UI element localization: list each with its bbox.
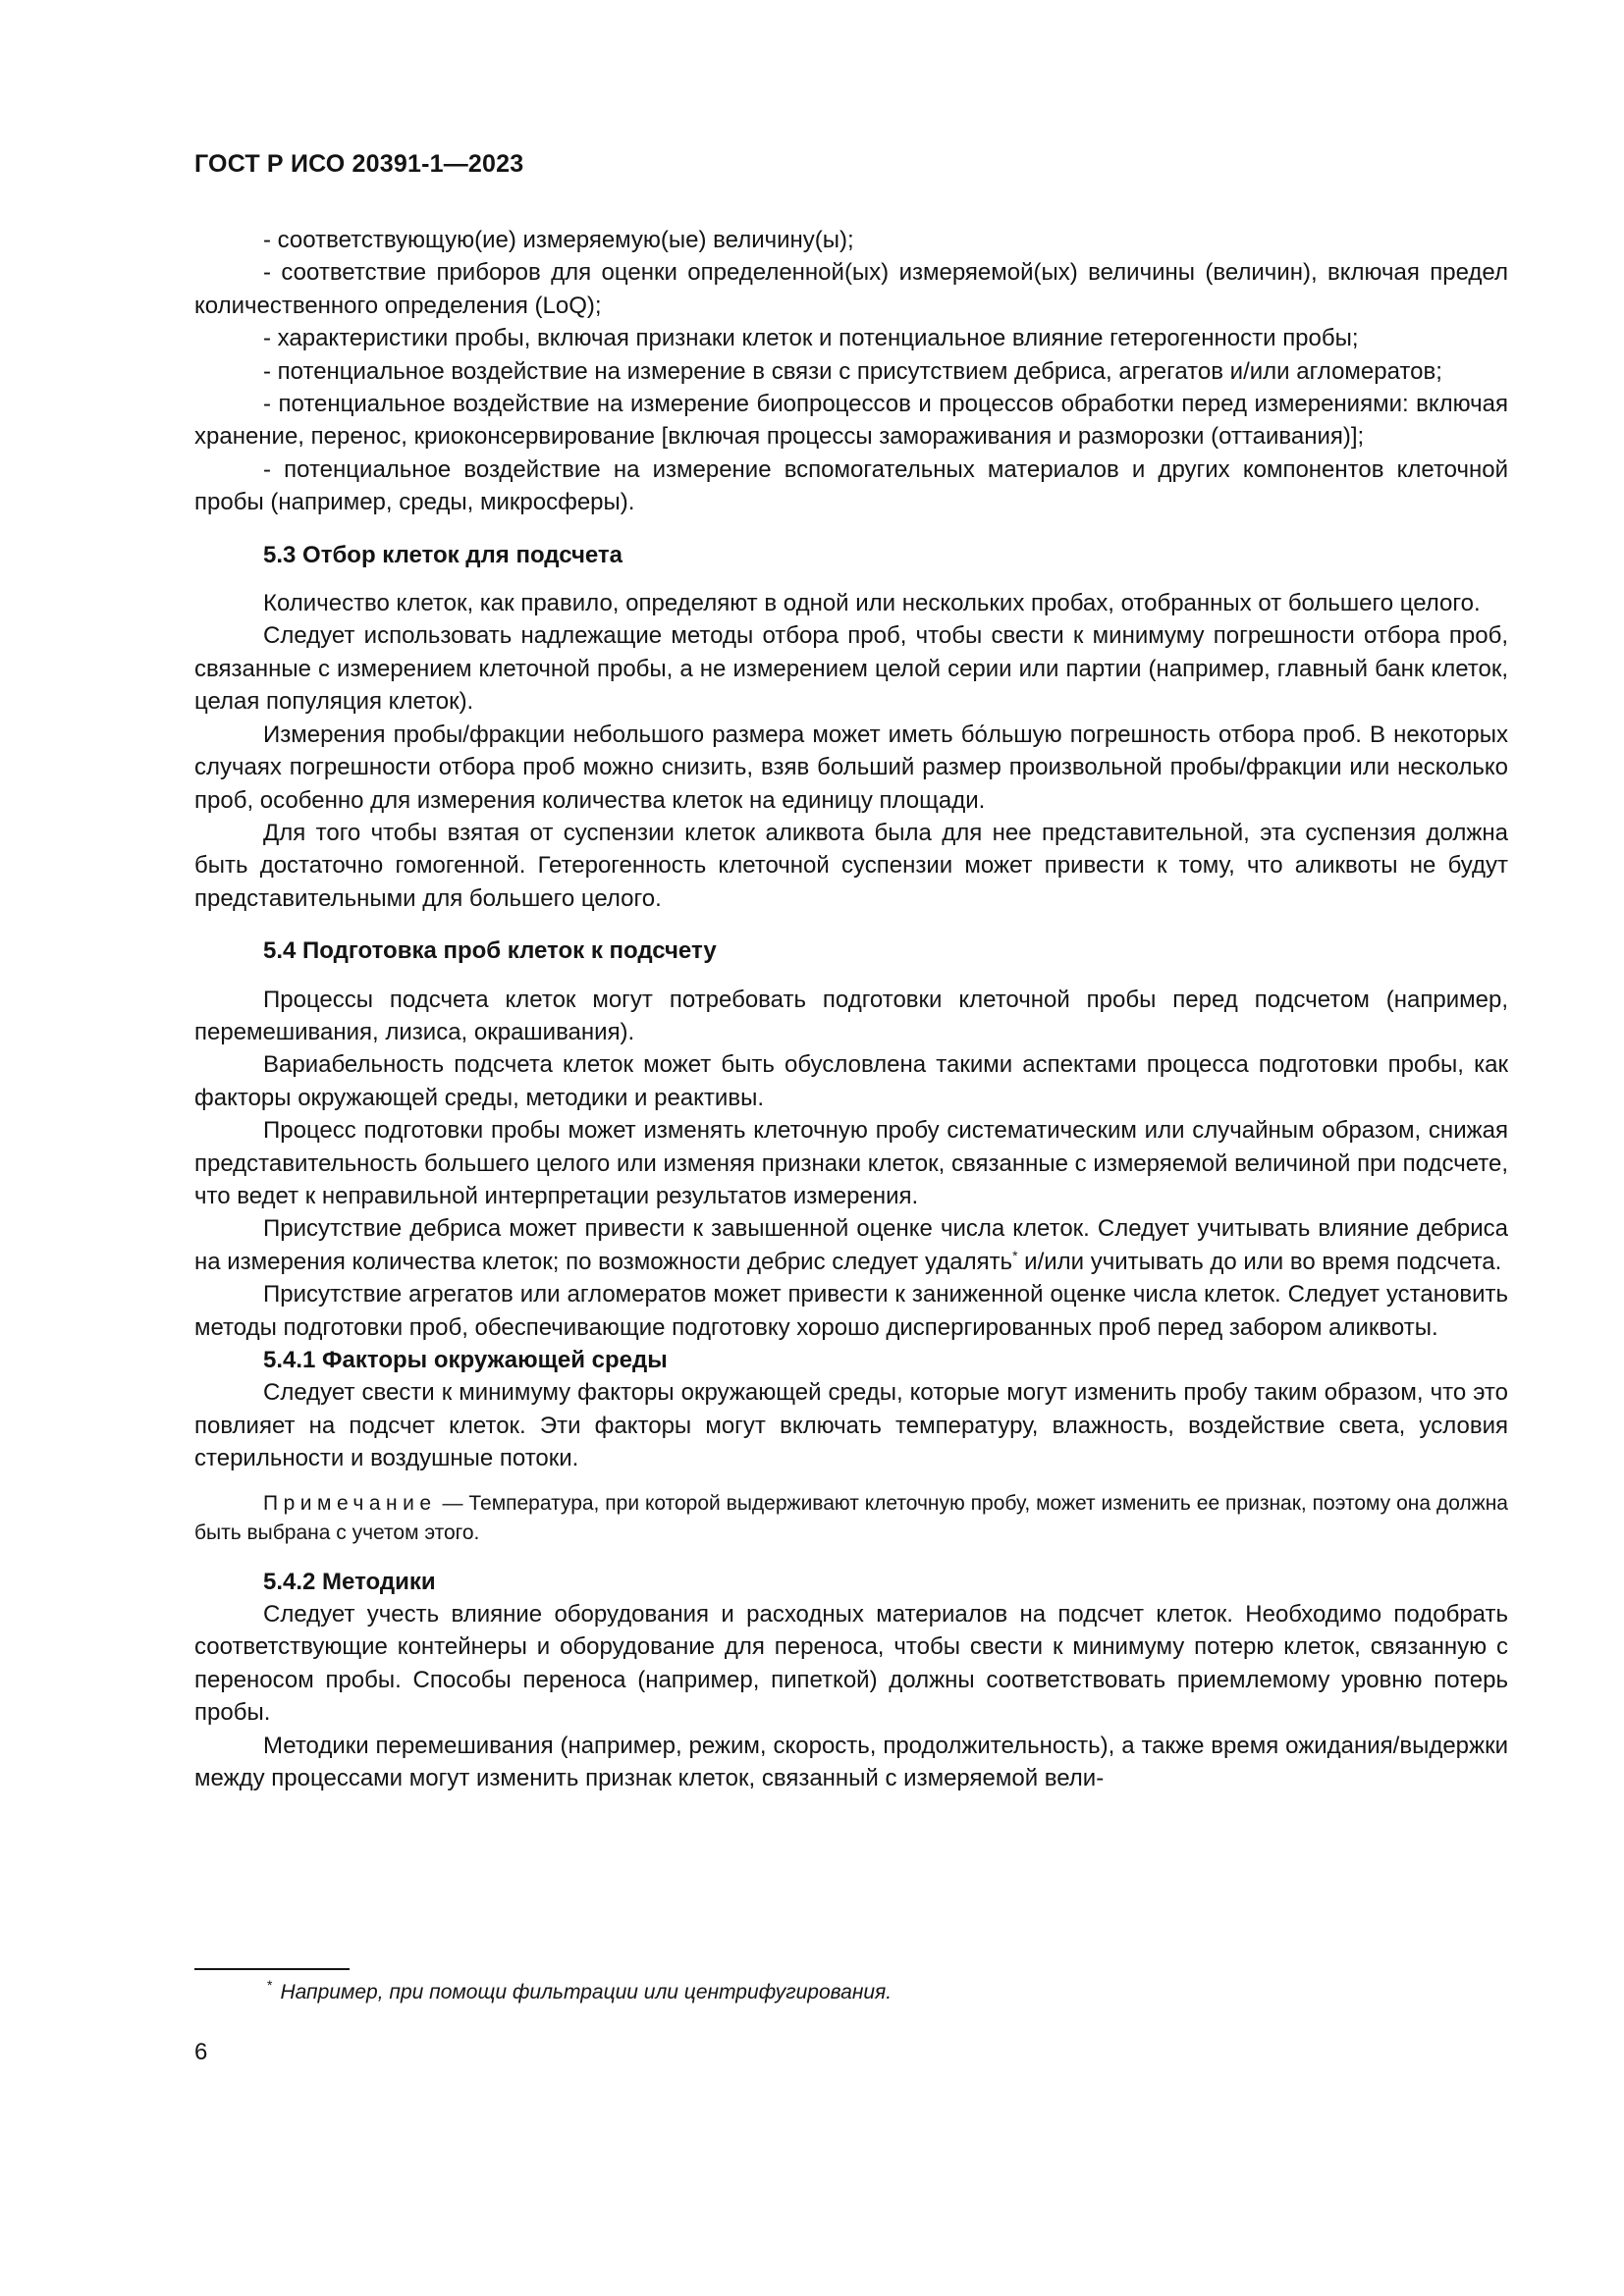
list-item: - соответствие приборов для оценки определенной(ых) измеряемой(ых) величины (величин), включая предел количественного определения (LoQ); <box>194 259 1508 319</box>
note-label: Примечание <box>263 1491 437 1515</box>
standard-code-header: ГОСТ Р ИСО 20391-1—2023 <box>194 150 524 178</box>
section-heading-5-3: 5.3 Отбор клеток для подсчета <box>263 541 623 568</box>
list-item: - потенциальное воздействие на измерение биопроцессов и процессов обработки перед измерениями: включая хранение, перенос, криоконсервирование [включая процессы замораживания и разморозки (оттаивания)]; <box>194 391 1508 451</box>
list-item: - соответствующую(ие) измеряемую(ые) величину(ы); <box>263 227 854 253</box>
paragraph: Методики перемешивания (например, режим, скорость, продолжительность), а также время ожидания/выдержки между процессами могут изменить признак клеток, связанный с измеряемой вели- <box>194 1732 1508 1792</box>
list-item: - потенциальное воздействие на измерение вспомогательных материалов и других компонентов клеточной пробы (например, среды, микросферы). <box>194 455 1508 516</box>
footnote <box>267 1978 892 2007</box>
list-item: - потенциальное воздействие на измерение в связи с присутствием дебриса, агрегатов и/или агломератов; <box>263 357 1442 385</box>
paragraph: Присутствие агрегатов или агломератов может привести к заниженной оценке числа клеток. Следует установить методы подготовки проб, обеспечивающие подготовку хорошо диспергированных проб перед забором аликвоты. <box>194 1281 1508 1341</box>
section-heading-5-4: 5.4 Подготовка проб клеток к подсчету <box>263 937 717 965</box>
paragraph: Процессы подсчета клеток могут потребовать подготовки клеточной пробы перед подсчетом (например, перемешивания, лизиса, окрашивания). <box>194 986 1508 1045</box>
paragraph: Вариабельность подсчета клеток может быть обусловлена такими аспектами процесса подготовки пробы, как факторы окружающей среды, методики и реактивы. <box>194 1051 1508 1111</box>
paragraph: Следует учесть влияние оборудования и расходных материалов на подсчет клеток. Необходимо подобрать соответствующие контейнеры и оборудование для переноса, чтобы свести к минимуму потерю клеток, связанную с переносом пробы. Способы переноса (например, пипеткой) должны соответствовать приемлемому уровню потерь пробы. <box>194 1601 1508 1727</box>
subsection-heading-5-4-2: 5.4.2 Методики <box>263 1568 436 1595</box>
paragraph: Для того чтобы взятая от суспензии клеток аликвота была для нее представительной, эта суспензия должна быть достаточно гомогенной. Гетерогенность клеточной суспензии может привести к тому, что аликвоты не будут представительными для большего целого. <box>194 819 1508 912</box>
paragraph-debris <box>194 1212 1508 1278</box>
footnote-mark: * <box>267 1977 273 1993</box>
paragraph: Процесс подготовки пробы может изменять клеточную пробу систематическим или случайным образом, снижая представительность большего целого или изменяя признаки клеток, связанные с измеряемой величиной при подсчете, что ведет к неправильной интерпретации результатов измерения. <box>194 1117 1508 1209</box>
page-number: 6 <box>194 2039 208 2065</box>
paragraph: Следует использовать надлежащие методы отбора проб, чтобы свести к минимуму погрешности отбора проб, связанные с измерением клеточной пробы, а не измерением целой серии или партии (например, главный банк клеток, целая популяция клеток). <box>194 622 1508 716</box>
footnote-reference[interactable]: * <box>1012 1247 1018 1263</box>
note <box>194 1489 1508 1548</box>
subsection-heading-5-4-1: 5.4.1 Факторы окружающей среды <box>263 1347 668 1373</box>
paragraph-text: Присутствие дебриса может привести к завышенной оценке числа клеток. Следует учитывать влияние дебриса на измерения количества клеток; по возможности дебрис следует удалять <box>194 1215 1508 1275</box>
paragraph: Измерения пробы/фракции небольшого размера может иметь бо́льшую погрешность отбора проб. В некоторых случаях погрешности отбора проб можно снизить, взяв больший размер произвольной пробы/фракции или несколько проб, особенно для измерения количества клеток на единицу площади. <box>194 721 1508 814</box>
footnote-text: Например, при помощи фильтрации или центрифугирования. <box>280 1981 893 2003</box>
document-body <box>194 224 1508 1794</box>
paragraph: Количество клеток, как правило, определяют в одной или нескольких пробах, отобранных от большего целого. <box>263 590 1481 617</box>
note-text: — Температура, при которой выдерживают клеточную пробу, может изменить ее признак, поэтому она должна быть выбрана с учетом этого. <box>194 1491 1508 1544</box>
footnote-divider <box>194 1968 350 1970</box>
list-item: - характеристики пробы, включая признаки клеток и потенциальное влияние гетерогенности пробы; <box>263 325 1359 352</box>
paragraph-text: и/или учитывать до или во время подсчета. <box>1017 1248 1502 1275</box>
paragraph: Следует свести к минимуму факторы окружающей среды, которые могут изменить пробу таким образом, что это повлияет на подсчет клеток. Эти факторы могут включать температуру, влажность, воздействие света, условия стерильности и воздушные потоки. <box>194 1379 1508 1472</box>
